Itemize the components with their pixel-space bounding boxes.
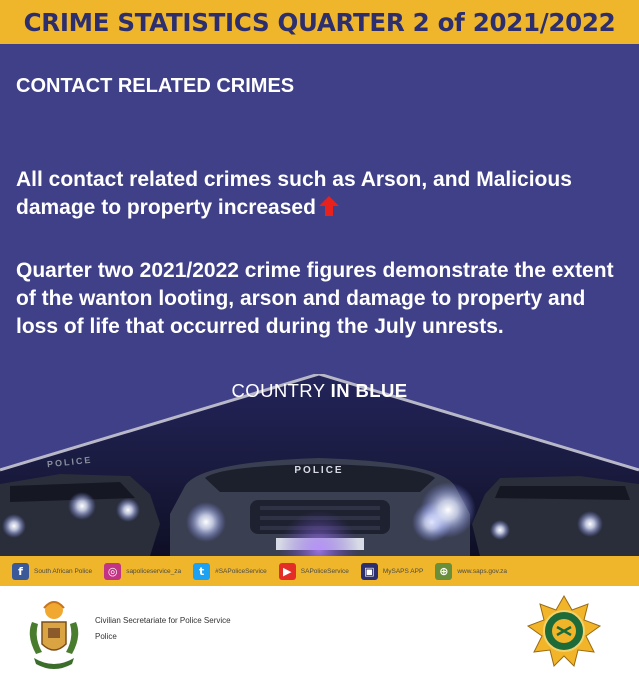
country-label-bold: IN BLUE — [330, 380, 408, 401]
country-label-regular: COUNTRY — [231, 380, 331, 401]
twitter-icon: t — [193, 563, 210, 580]
social-label-mysaps-app: MySAPS APP — [382, 567, 424, 575]
secretariat-name: Civilian Secretariate for Police Service — [95, 616, 231, 625]
paragraph-increase — [16, 166, 626, 225]
page-title: CRIME STATISTICS QUARTER 2 of 2021/2022 — [23, 7, 616, 37]
mysaps-app-icon: ▣ — [361, 563, 378, 580]
youtube-icon: ▶ — [279, 563, 296, 580]
title-bar — [0, 0, 639, 44]
social-item-website[interactable] — [435, 563, 507, 580]
social-label-youtube: SAPoliceService — [300, 567, 349, 575]
car-police-lettering: POLICE — [294, 465, 344, 476]
social-label-twitter: #SAPoliceService — [215, 567, 267, 575]
social-item-youtube[interactable] — [279, 563, 349, 580]
social-item-mysaps-app[interactable] — [361, 563, 423, 580]
instagram-icon: ◎ — [104, 563, 121, 580]
social-item-facebook[interactable] — [12, 563, 92, 580]
social-label-website: www.saps.gov.za — [457, 567, 508, 575]
country-in-blue-label — [0, 380, 639, 402]
social-label-instagram: sapoliceservice_za — [126, 567, 182, 575]
website-globe-icon: ⊕ — [435, 563, 452, 580]
footer — [0, 586, 639, 680]
left-car-police-lettering: POLICE — [46, 454, 93, 470]
paragraph-increase-text: All contact related crimes such as Arson, and Malicious damage to property increased — [16, 168, 572, 219]
coat-of-arms-icon — [22, 596, 86, 672]
social-item-twitter[interactable] — [193, 563, 267, 580]
department-name: Police — [95, 632, 117, 641]
paragraph-july-unrest: Quarter two 2021/2022 crime figures demonstrate the extent of the wanton looting, arson and damage to property and loss of life that occurred during the July unrests. — [16, 259, 614, 338]
social-item-instagram[interactable] — [104, 563, 181, 580]
content-panel — [0, 44, 639, 556]
up-arrow-icon — [318, 195, 340, 225]
section-heading: CONTACT RELATED CRIMES — [16, 75, 295, 97]
social-media-bar — [0, 556, 639, 586]
facebook-icon: f — [12, 563, 29, 580]
saps-badge-icon — [526, 594, 602, 672]
social-label-facebook: South African Police — [34, 567, 93, 575]
